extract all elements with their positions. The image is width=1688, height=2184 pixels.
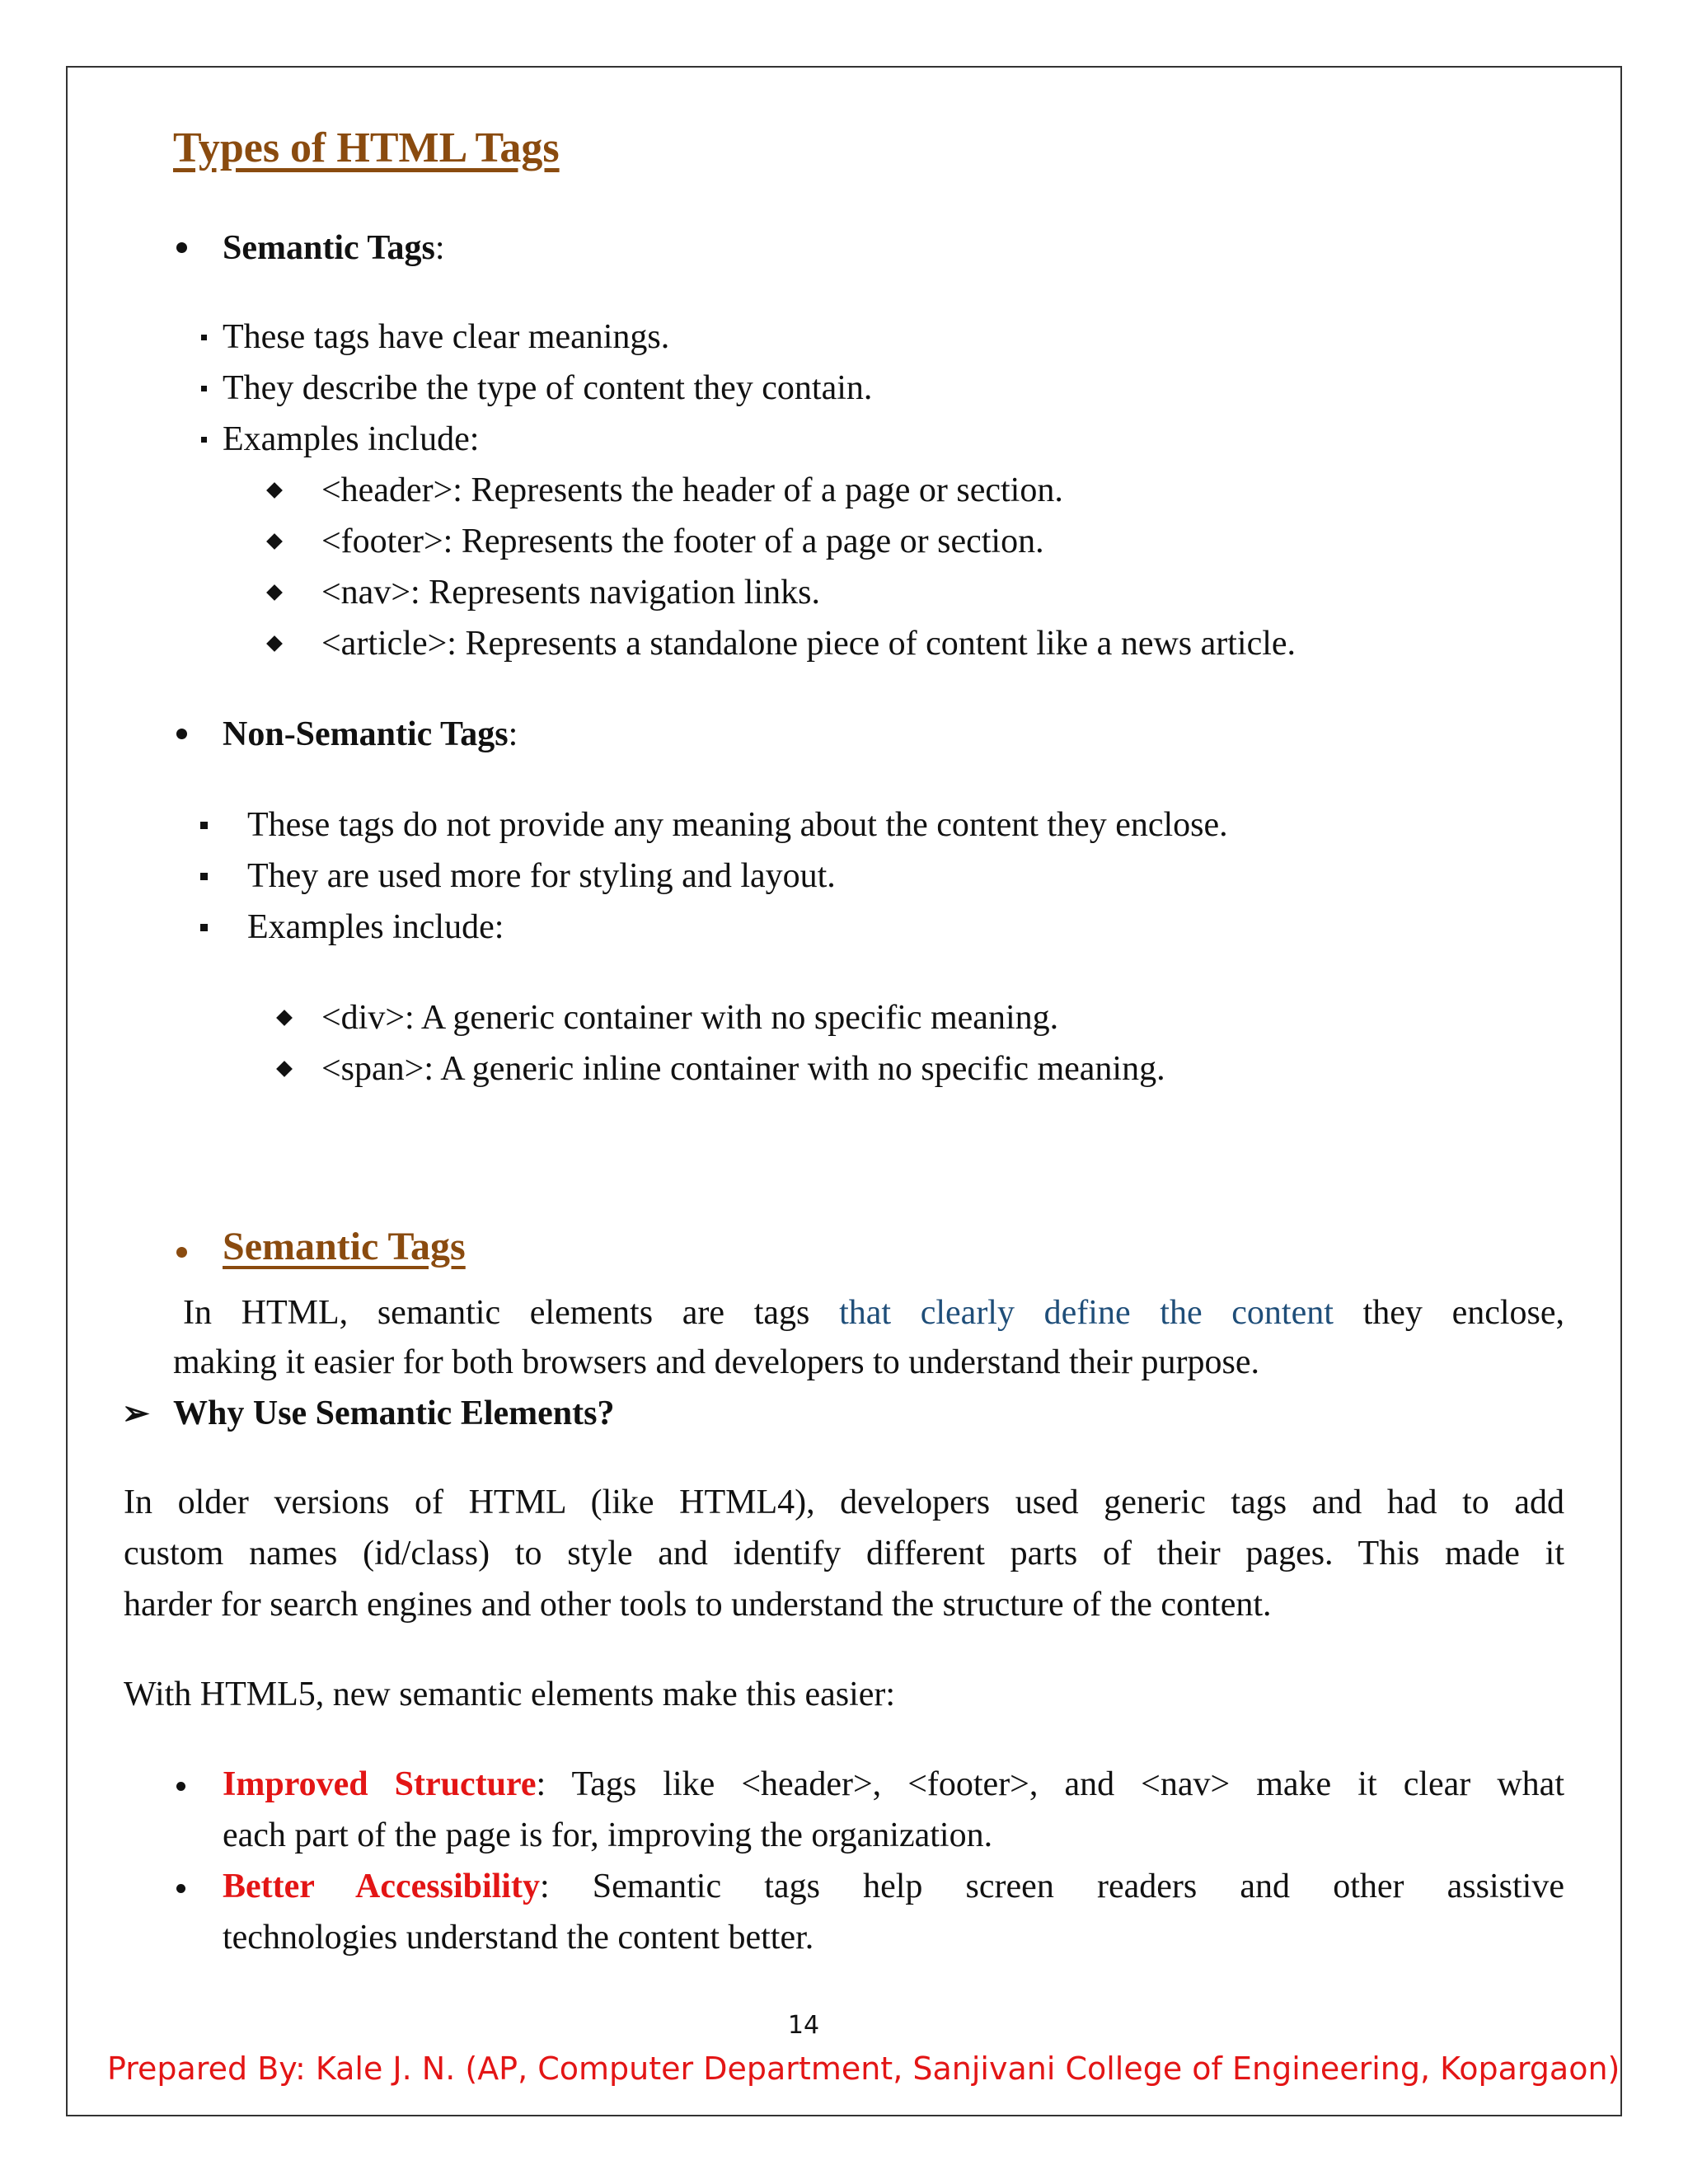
arrow-bullet-icon: ➢ (122, 1394, 150, 1432)
bullet-dot (176, 729, 187, 739)
paragraph-line: harder for search engines and other tools to understand the structure of the content. (124, 1586, 1272, 1624)
semantic-example: <nav>: Represents navigation links. (321, 574, 820, 612)
bullet-square (201, 386, 207, 391)
benefit-item: Better Accessibility: Semantic tags help screen readers and other assistive (223, 1868, 1564, 1905)
bullet-dot (176, 1782, 185, 1791)
bullet-dot (176, 1884, 185, 1893)
nonsemantic-point: These tags do not provide any meaning about the content they enclose. (247, 806, 1228, 844)
section-heading: Semantic Tags (223, 1225, 466, 1268)
benefit-item-continuation: technologies understand the content better. (223, 1919, 814, 1957)
semantic-point: These tags have clear meanings. (223, 318, 670, 356)
bullet-square (200, 873, 208, 880)
intro-line: In HTML, semantic elements are tags that clearly define the content they enclose, (183, 1294, 1565, 1332)
semantic-point: They describe the type of content they contain. (223, 369, 873, 407)
nonsemantic-tags-heading: Non-Semantic Tags: (223, 715, 518, 753)
bullet-square (200, 822, 208, 829)
bullet-dot (176, 1247, 187, 1258)
benefit-item-continuation: each part of the page is for, improving the organization. (223, 1816, 993, 1854)
nonsemantic-example: <div>: A generic container with no specific meaning. (321, 999, 1059, 1037)
semantic-example: <header>: Represents the header of a page or section. (321, 471, 1063, 509)
nonsemantic-example: <span>: A generic inline container with no specific meaning. (321, 1050, 1165, 1088)
bullet-square (201, 437, 207, 443)
nonsemantic-point: They are used more for styling and layout. (247, 857, 836, 895)
benefit-item: Improved Structure: Tags like <header>, <footer>, and <nav> make it clear what (223, 1765, 1564, 1803)
footer-credit: Prepared By: Kale J. N. (AP, Computer Department, Sanjivani College of Engineering, Kopargaon) (107, 2050, 1620, 2087)
semantic-point: Examples include: (223, 420, 480, 458)
page-number: 14 (787, 2011, 820, 2040)
bullet-square (200, 924, 208, 931)
semantic-example: <article>: Represents a standalone piece of content like a news article. (321, 625, 1296, 663)
paragraph-line: In older versions of HTML (like HTML4), developers used generic tags and had to add (124, 1483, 1564, 1521)
why-heading: Why Use Semantic Elements? (173, 1394, 615, 1432)
semantic-tags-heading: Semantic Tags: (223, 229, 445, 267)
bullet-dot (176, 242, 187, 253)
intro-line: making it easier for both browsers and developers to understand their purpose. (173, 1343, 1259, 1381)
paragraph-line: With HTML5, new semantic elements make this easier: (124, 1675, 896, 1713)
page-title: Types of HTML Tags (173, 124, 560, 171)
semantic-example: <footer>: Represents the footer of a page or section. (321, 523, 1044, 560)
paragraph-line: custom names (id/class) to style and identify different parts of their pages. This made it (124, 1535, 1564, 1572)
nonsemantic-point: Examples include: (247, 908, 504, 946)
bullet-square (201, 335, 207, 340)
